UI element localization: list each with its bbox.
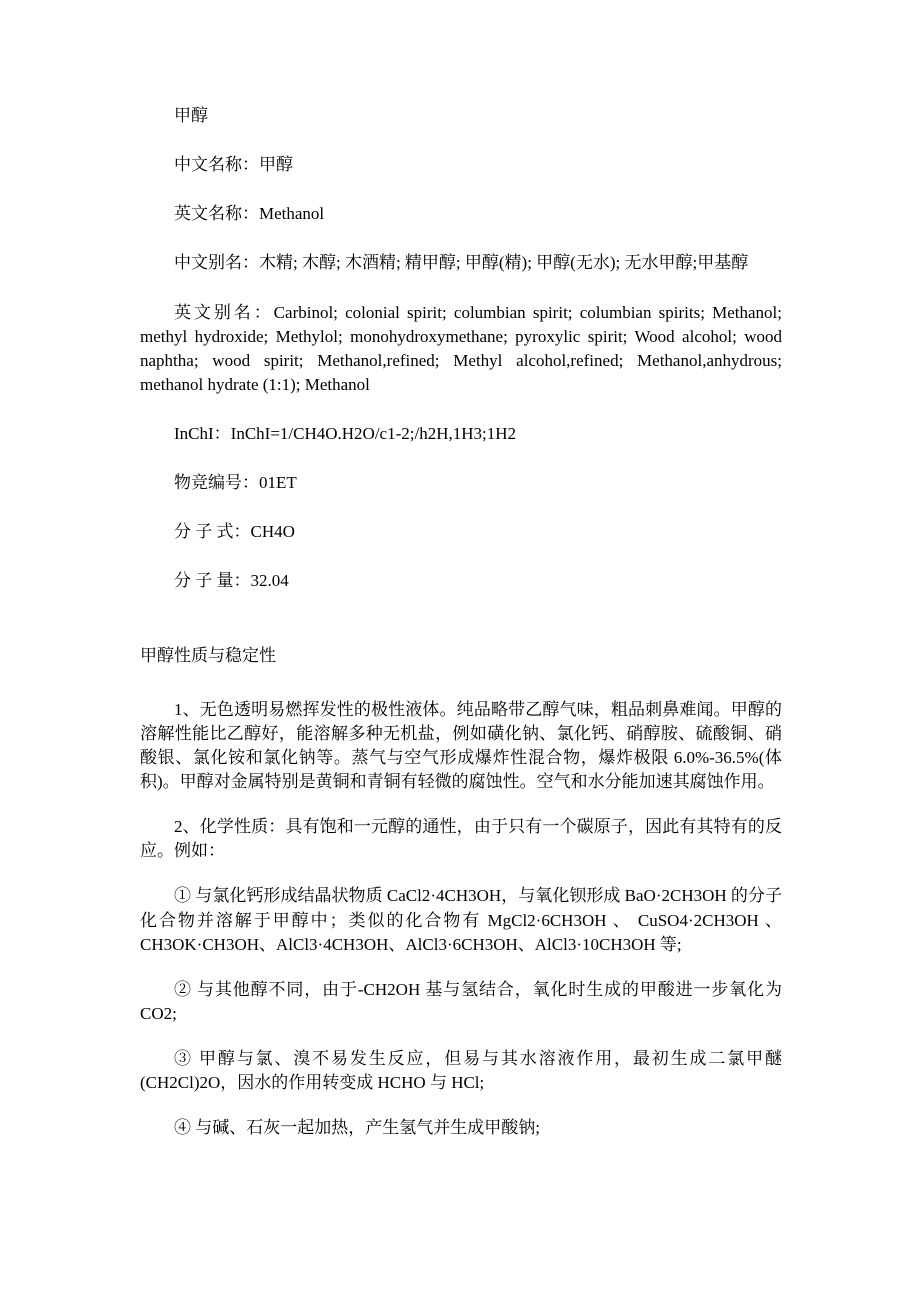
reaction-item-1: ① 与氯化钙形成结晶状物质 CaCl2·4CH3OH，与氧化钡形成 BaO·2CH3OH 的分子化合物并溶解于甲醇中；类似的化合物有 MgCl2·6CH3OH 、 CuSO4·2CH3OH 、CH3OK·CH3OH、AlCl3·4CH3OH、AlCl3·6CH3OH、AlCl3·10CH3OH 等;	[140, 886, 782, 954]
reaction-item-3: ③ 甲醇与氯、溴不易发生反应，但易与其水溶液作用，最初生成二氯甲醚(CH2Cl)2O，因水的作用转变成 HCHO 与 HCl;	[140, 1049, 782, 1093]
property-paragraph-2: 2、化学性质：具有饱和一元醇的通性，由于只有一个碳原子，因此有其特有的反应。例如：	[140, 817, 782, 861]
field-inchi: InChI：InChI=1/CH4O.H2O/c1-2;/h2H,1H3;1H2	[174, 424, 517, 443]
reaction-item-4: ④ 与碱、石灰一起加热，产生氢气并生成甲酸钠;	[174, 1118, 540, 1138]
field-cn-name: 中文名称：甲醇	[174, 155, 293, 175]
property-paragraph-1: 1、无色透明易燃挥发性的极性液体。纯品略带乙醇气味，粗品刺鼻难闻。甲醇的溶解性能比乙醇好，能溶解多种无机盐，例如磺化钠、氯化钙、硝醇胺、硫酸铜、硝酸银、氯化铵和氯化钠等。蒸气与空气形成爆炸性混合物，爆炸极限 6.0%-36.5%(体积)。甲醇对金属特别是黄铜和青铜有轻微的腐蚀性。空气和水分能加速其腐蚀作用。	[140, 699, 782, 791]
field-molecular-weight: 分 子 量：32.04	[174, 571, 289, 591]
section-heading-properties: 甲醇性质与稳定性	[140, 645, 276, 665]
doc-title: 甲醇	[174, 106, 208, 125]
field-wujing-code: 物竞编号：01ET	[174, 473, 297, 493]
field-cn-alias: 中文别名：木精; 木醇; 木酒精; 精甲醇; 甲醇(精); 甲醇(无水); 无水甲醇;甲基醇	[174, 253, 749, 273]
field-en-name: 英文名称：Methanol	[174, 204, 325, 224]
field-en-alias: 英文别名：Carbinol; colonial spirit; columbian spirit; columbian spirits; Methanol; methyl hydroxide; Methylol; monohydroxymethane; pyroxylic spirit; Wood alcohol; wood naphtha; wood spirit; Methanol,refined; Methyl alcohol,refined; Methanol,anhydrous; methanol hydrate (1:1); Methanol	[140, 302, 782, 394]
field-molecular-formula: 分 子 式：CH4O	[174, 522, 295, 542]
reaction-item-2: ② 与其他醇不同，由于-CH2OH 基与氢结合，氧化时生成的甲酸进一步氧化为 CO2;	[140, 979, 782, 1023]
